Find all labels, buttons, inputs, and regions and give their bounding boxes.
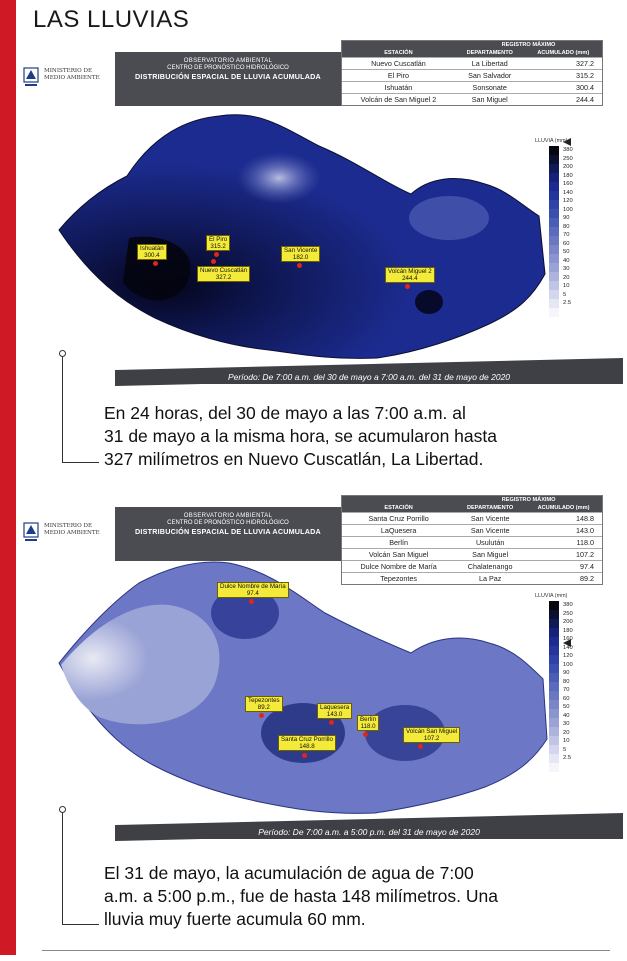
table-row: Dulce Nombre de María Chalatenango 97.4 — [342, 561, 602, 573]
rain-map-panel-2 — [19, 493, 623, 853]
col-estacion: ESTACIÓN — [342, 49, 455, 58]
caption-1: En 24 horas, del 30 de mayo a las 7:00 a.m. al 31 de mayo a la misma hora, se acumularon hasta 327 milímetros en Nuevo Cuscatlán, La Libertad. — [104, 403, 497, 469]
table-title: REGISTRO MÁXIMO — [455, 496, 602, 504]
max-record-table — [341, 495, 603, 585]
table-row: Nuevo Cuscatlán La Libertad 327.2 — [342, 58, 602, 70]
col-departamento: DEPARTAMENTO — [455, 49, 525, 58]
ministry-logo — [19, 52, 115, 108]
station-label: Tepezontes 89.2 — [245, 696, 283, 712]
ministry-name: MINISTERIO DE MEDIO AMBIENTE — [44, 68, 100, 81]
table-row: Volcán San Miguel San Miguel 107.2 — [342, 549, 602, 561]
station-label: Santa Cruz Porrillo 148.8 — [278, 735, 336, 751]
table-title: REGISTRO MÁXIMO — [455, 41, 602, 49]
table-row: Berlín Usulután 118.0 — [342, 537, 602, 549]
station-marker-icon — [363, 732, 368, 737]
table-row: Santa Cruz Porrillo San Vicente 148.8 — [342, 513, 602, 525]
coat-of-arms-icon — [23, 66, 39, 90]
max-record-table — [341, 40, 603, 106]
observatory-label: OBSERVATORIO AMBIENTAL — [183, 58, 273, 64]
period-bar: Período: De 7:00 a.m. del 30 de mayo a 7:00 a.m. del 31 de mayo de 2020 — [115, 370, 623, 384]
station-marker-icon — [153, 261, 158, 266]
observatory-label: OBSERVATORIO AMBIENTAL — [183, 513, 273, 519]
map-title: DISTRIBUCIÓN ESPACIAL DE LLUVIA ACUMULADA — [135, 72, 321, 81]
station-label: Volcán San Miguel 107.2 — [403, 727, 460, 743]
center-label: CENTRO DE PRONÓSTICO HIDROLÓGICO — [167, 65, 289, 71]
legend-ticks: 380 250 200 180 160 140 120 100 90 80 70 60 50 40 30 20 10 5 2.5 — [563, 147, 573, 306]
legend-title: LLUVIA (mm) — [535, 138, 568, 144]
table-row: Volcán de San Miguel 2 San Miguel 244.4 — [342, 94, 602, 106]
station-marker-icon — [259, 713, 264, 718]
station-label: Berlín 118.0 — [357, 715, 379, 731]
col-acumulado: ACUMULADO (mm) — [525, 49, 602, 58]
col-acumulado: ACUMULADO (mm) — [525, 504, 602, 513]
table-row: Ishuatán Sonsonate 300.4 — [342, 82, 602, 94]
station-marker-icon — [214, 252, 219, 257]
station-label: Volcán Miguel 2 244.4 — [385, 267, 435, 283]
caption-2: El 31 de mayo, la acumulación de agua de 7:00 a.m. a 5:00 p.m., fue de hasta 148 milímetros. Una lluvia muy fuerte acumula 60 mm. — [104, 863, 498, 929]
station-label: San Vicente 182.0 — [281, 246, 320, 262]
headline: LAS LLUVIAS — [33, 6, 190, 33]
station-marker-icon — [302, 753, 307, 758]
station-label: Dulce Nombre de María 97.4 — [217, 582, 289, 598]
callout-line — [62, 812, 99, 925]
map-header — [115, 507, 341, 561]
rainfall-peak-zone — [415, 290, 443, 314]
bottom-divider — [42, 950, 610, 951]
table-row: Tepezontes La Paz 89.2 — [342, 573, 602, 585]
table-row: El Piro San Salvador 315.2 — [342, 70, 602, 82]
rain-map-panel-1 — [19, 38, 623, 398]
station-label: Nuevo Cuscatlán 327.2 — [197, 266, 250, 282]
ministry-name: MINISTERIO DE MEDIO AMBIENTE — [44, 523, 100, 536]
col-estacion: ESTACIÓN — [342, 504, 455, 513]
center-label: CENTRO DE PRONÓSTICO HIDROLÓGICO — [167, 520, 289, 526]
accent-bar — [0, 0, 16, 955]
legend-ticks: 380 250 200 180 160 140 120 100 90 80 70 60 50 40 30 20 10 5 2.5 — [563, 602, 573, 761]
station-marker-icon — [329, 720, 334, 725]
callout-line — [62, 356, 99, 463]
station-label: El Piro 315.2 — [206, 235, 230, 251]
station-marker-icon — [297, 263, 302, 268]
legend-title: LLUVIA (mm) — [535, 593, 568, 599]
map-title: DISTRIBUCIÓN ESPACIAL DE LLUVIA ACUMULADA — [135, 527, 321, 536]
col-departamento: DEPARTAMENTO — [455, 504, 525, 513]
table-row: LaQuesera San Vicente 143.0 — [342, 525, 602, 537]
rainfall-zone — [409, 196, 489, 240]
map-header — [115, 52, 341, 106]
ministry-logo — [19, 507, 115, 563]
station-label: Laquesera 143.0 — [317, 703, 352, 719]
coat-of-arms-icon — [23, 521, 39, 545]
low-rainfall-zone — [237, 152, 321, 204]
station-marker-icon — [405, 284, 410, 289]
station-marker-icon — [249, 599, 254, 604]
station-marker-icon — [418, 744, 423, 749]
station-label: Ishuatán 300.4 — [137, 244, 167, 260]
station-marker-icon — [211, 259, 216, 264]
period-bar: Período: De 7:00 a.m. a 5:00 p.m. del 31 de mayo de 2020 — [115, 825, 623, 839]
